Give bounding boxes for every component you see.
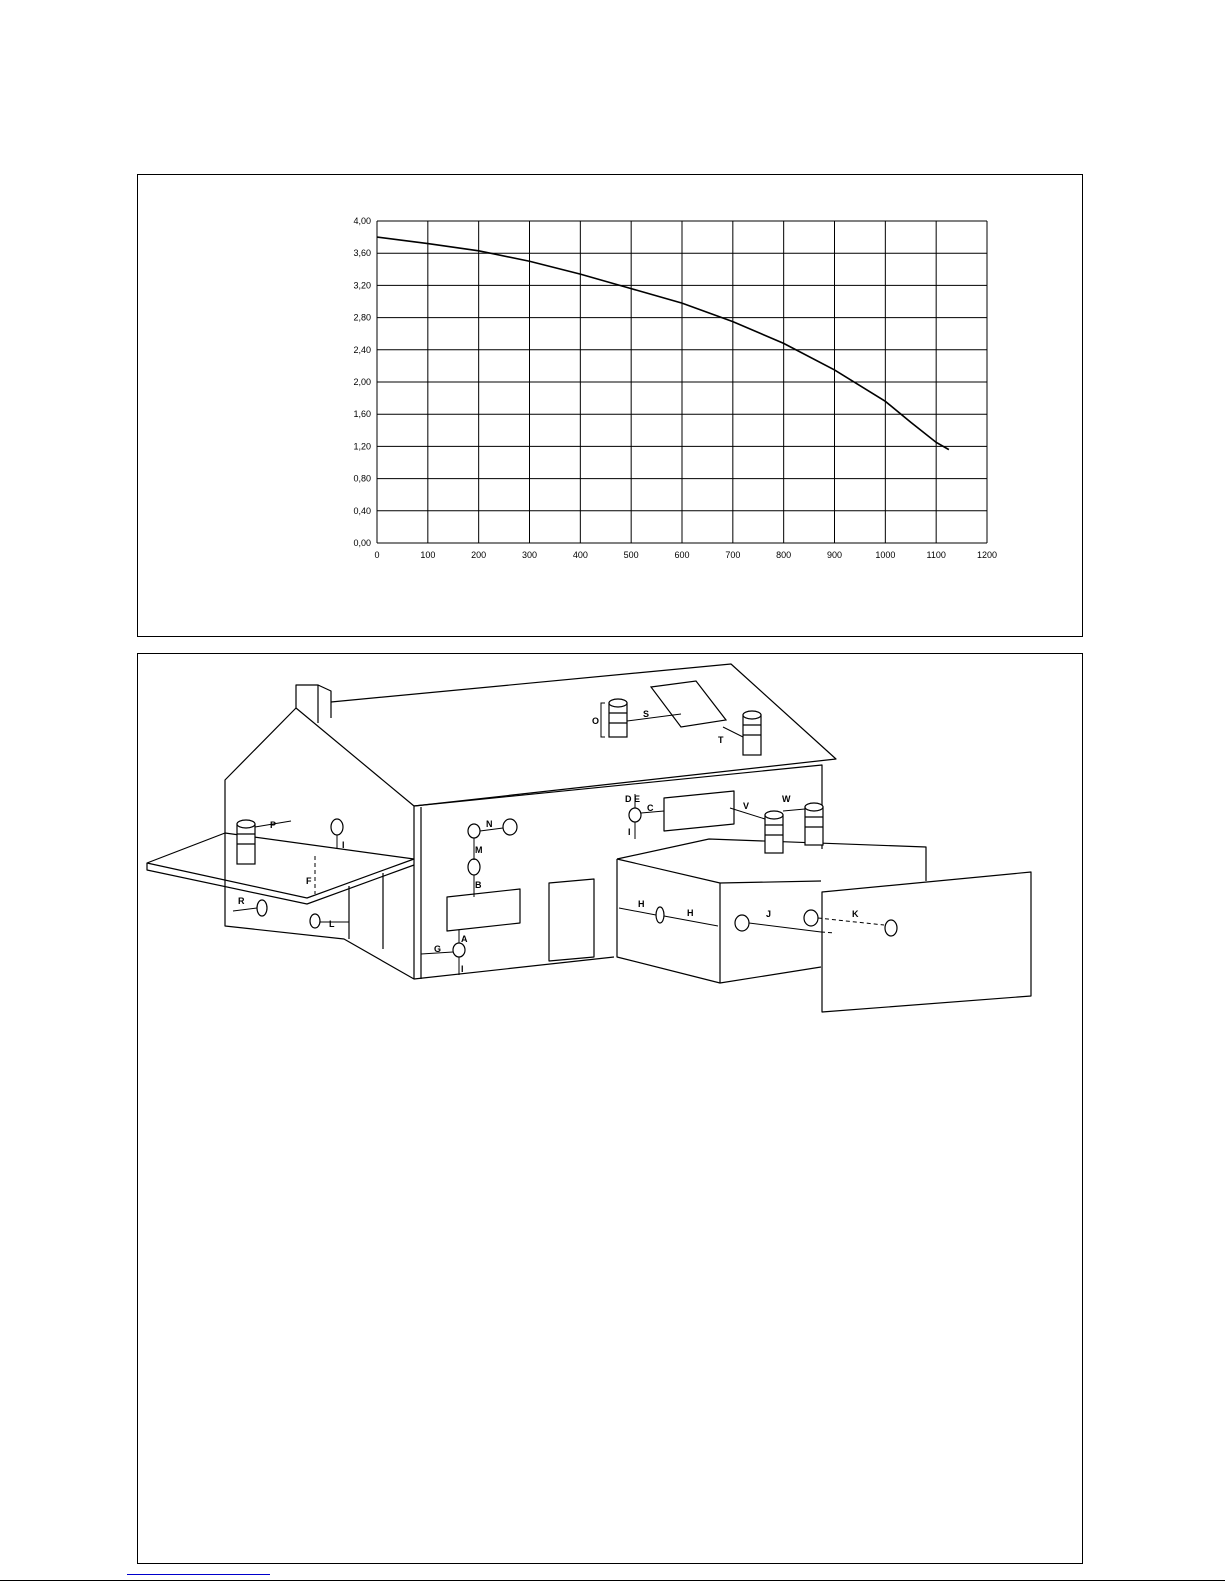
y-tick-label: 1,60: [353, 409, 371, 420]
house-diagram: [138, 654, 1082, 1563]
y-tick-label: 2,80: [353, 312, 371, 323]
roof-terminal-o: [609, 699, 627, 737]
y-tick-label: 0,80: [353, 473, 371, 484]
flat-roof-terminal-v: [765, 811, 783, 853]
label-b: B: [475, 880, 482, 890]
detached-wall: [822, 872, 1031, 1012]
front-window: [447, 889, 520, 931]
chart-panel: [137, 174, 1083, 637]
y-tick-label: 0,40: [353, 505, 371, 516]
roof-window: [651, 681, 726, 727]
label-d: D: [625, 794, 632, 804]
label-i-upper: I: [628, 827, 631, 837]
y-tick-label: 4,00: [353, 216, 371, 226]
label-n: N: [486, 819, 493, 829]
chart-svg: [138, 175, 1082, 636]
x-tick-label: 0: [374, 550, 380, 560]
y-tick-label: 2,40: [353, 344, 371, 355]
porch-roof: [147, 833, 414, 898]
label-h-left: H: [638, 899, 645, 909]
y-tick-label: 3,20: [353, 280, 371, 291]
x-tick-label: 1200: [976, 550, 998, 560]
upper-window: [664, 791, 734, 831]
x-tick-label: 900: [826, 550, 843, 560]
x-tick-label: 100: [420, 550, 436, 560]
label-j: J: [766, 909, 772, 919]
x-tick-label: 1000: [875, 550, 896, 560]
label-v: V: [743, 801, 750, 811]
label-w: W: [782, 794, 791, 804]
label-m: M: [475, 845, 483, 855]
series-line: [377, 237, 949, 450]
x-tick-label: 300: [521, 550, 538, 560]
flat-roof-terminal-w: [805, 803, 823, 845]
x-tick-label: 200: [471, 550, 487, 560]
x-tick-label: 700: [725, 550, 741, 560]
label-g: G: [434, 944, 442, 954]
label-i-front: I: [461, 964, 464, 974]
label-k: K: [852, 909, 859, 919]
footer-link-underline[interactable]: [127, 1574, 270, 1575]
roof-terminal-t: [743, 711, 761, 755]
label-o: O: [592, 716, 600, 726]
label-l: L: [329, 919, 335, 929]
label-e: E: [634, 794, 641, 804]
label-p: P: [270, 820, 277, 830]
label-f: F: [306, 876, 312, 886]
x-tick-label: 400: [572, 550, 588, 560]
y-tick-label: 2,00: [353, 377, 371, 387]
label-h-right: H: [687, 908, 694, 918]
x-tick-label: 1100: [926, 550, 946, 560]
y-tick-label: 1,20: [353, 441, 371, 452]
footer-rule: [0, 1580, 1225, 1581]
label-i-porch: I: [342, 840, 345, 850]
x-tick-label: 600: [674, 550, 690, 560]
front-door: [549, 879, 594, 961]
label-r: R: [238, 896, 245, 906]
diagram-panel: [137, 653, 1083, 1564]
y-tick-label: 3,60: [353, 248, 371, 259]
label-c: C: [647, 803, 654, 813]
label-a: A: [461, 934, 468, 944]
x-tick-label: 800: [776, 550, 792, 560]
porch-terminal-p: [237, 820, 255, 864]
y-tick-label: 0,00: [353, 538, 371, 548]
label-t: T: [718, 735, 724, 745]
label-s: S: [643, 709, 650, 719]
x-tick-label: 500: [623, 550, 639, 560]
